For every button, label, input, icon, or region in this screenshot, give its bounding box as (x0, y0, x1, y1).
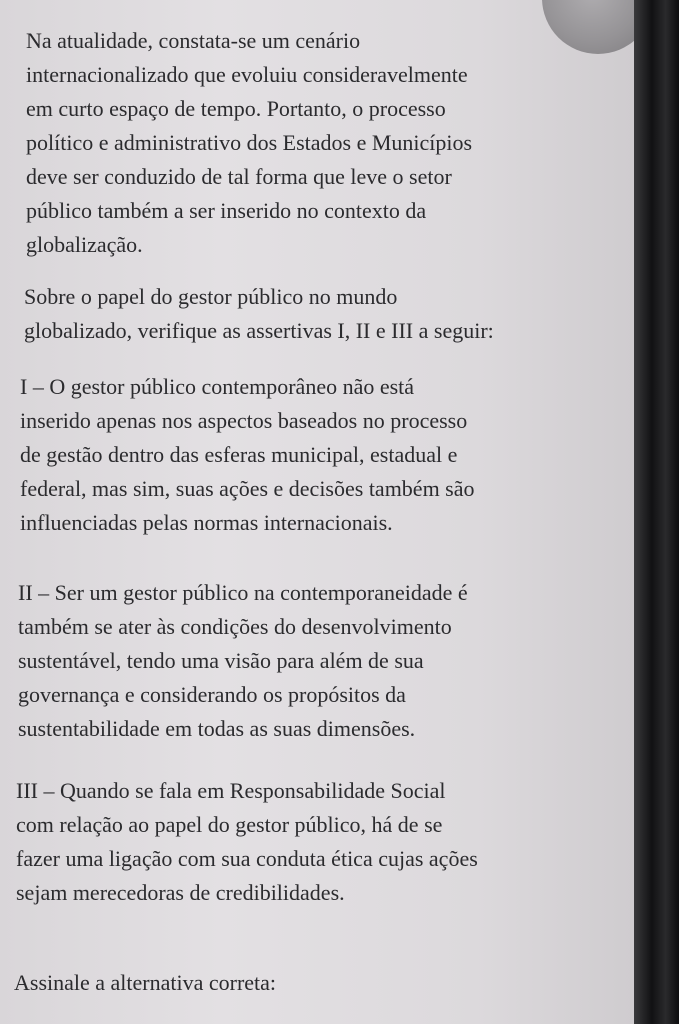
statement-i: I – O gestor público contemporâneo não está inserido apenas nos aspectos baseados no processo de gestão dentro das esferas municipal, estadual e federal, mas sim, suas ações e decisões também são influenciadas pelas normas internacionais. (20, 374, 475, 535)
page-edge (634, 0, 679, 1024)
intro-paragraph: Na atualidade, constata-se um cenário internacionalizado que evoluiu consideravelmente em curto espaço de tempo. Portanto, o processo político e administrativo dos Estados e Municípios deve ser conduzido de tal forma que leve o setor público também a ser inserido no contexto da globalização. (26, 28, 473, 257)
statement-iii: III – Quando se fala em Responsabilidade Social com relação ao papel do gestor público, há de se fazer uma ligação com sua conduta ética cujas ações sejam merecedoras de credibilidades. (16, 778, 478, 905)
question-paragraph: Sobre o papel do gestor público no mundo globalizado, verifique as assertivas I, II e III a seguir: (24, 284, 494, 343)
answer-prompt: Assinale a alternativa correta: (14, 970, 277, 995)
statement-ii: II – Ser um gestor público na contemporaneidade é também se ater às condições do desenvolvimento sustentável, tendo uma visão para além de sua governança e considerando os propósitos da sustentabilidade em todas as suas dimensões. (18, 580, 468, 741)
